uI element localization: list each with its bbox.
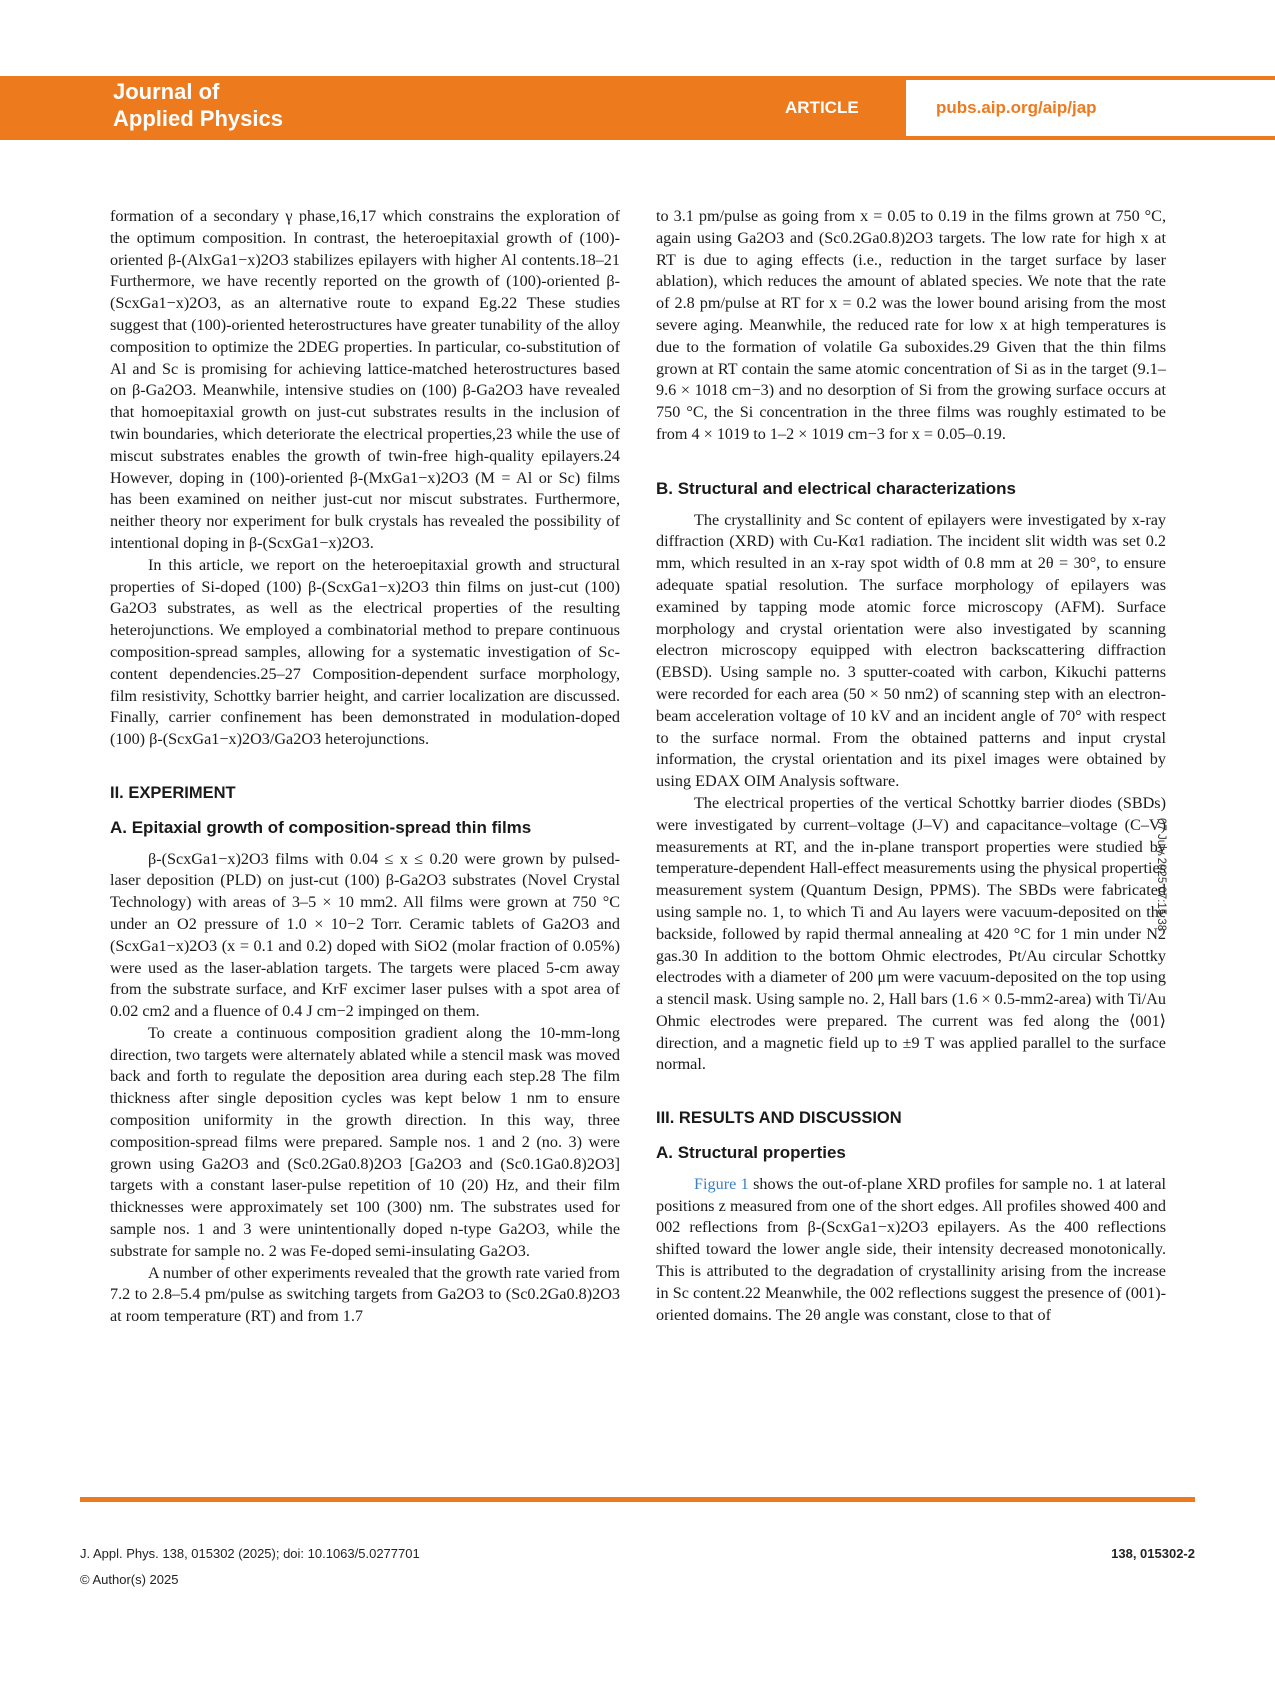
figure-1-link[interactable]: Figure 1 xyxy=(694,1174,749,1193)
journal-title[interactable] xyxy=(113,78,283,132)
section-heading-experiment: II. EXPERIMENT xyxy=(110,783,236,802)
footer-citation: J. Appl. Phys. 138, 015302 (2025); doi: 10.1063/5.0277701 xyxy=(80,1546,420,1561)
paragraph-text: shows the out-of-plane XRD profiles for sample no. 1 at lateral positions z measured from one of the short edges. All profiles showed 400 and 002 reflections from β-(ScxGa1−x)2O3 epilayers. As the 400 reflections shifted toward the lower angle side, their intensity decreased monotonically. This is attributed to the degradation of crystallinity arising from the increase in Sc content.22 Meanwhile, the 002 reflections suggest the presence of (001)-oriented domains. The 2θ angle was constant, close to that of xyxy=(656,1174,1167,1324)
download-timestamp: 07 July 2025 07:15:38 xyxy=(1155,818,1167,932)
paragraph: The crystallinity and Sc content of epilayers were investigated by x-ray diffraction (XRD) with Cu-Kα1 radiation. The incident slit width was set 0.2 mm, which resulted in an x-ray spot width of 0.8 mm at 2θ = 30°, to ensure adequate spatial resolution. The surface morphology of epilayers was examined by tapping mode atomic force microscopy (AFM). Surface morphology and crystal orientation were also investigated by scanning electron microscopy equipped with electron backscattering diffraction (EBSD). Using sample no. 3 sputter-coated with carbon, Kikuchi patterns were recorded for each area (50 × 50 nm2) of scanning step with an electron-beam acceleration voltage of 10 kV and an incident angle of 70° with respect to the surface normal. From the obtained patterns and input crystal information, the crystal orientation and its pixel images were obtained by using EDAX OIM Analysis software. xyxy=(656,510,1166,791)
paragraph: In this article, we report on the heteroepitaxial growth and structural properties of Si-doped (100) β-(ScxGa1−x)2O3 thin films on just-cut (100) Ga2O3 substrates, as well as the electrical properties of the resulting heterojunctions. We employed a combinatorial method to prepare continuous composition-spread samples, allowing for a systematic investigation of Sc-content dependencies.25–27 Composition-dependent surface morphology, film resistivity, Schottky barrier height, and carrier localization are discussed. Finally, carrier confinement has been demonstrated in modulation-doped (100) β-(ScxGa1−x)2O3/Ga2O3 heterojunctions. xyxy=(110,555,620,749)
page-number: 138, 015302-2 xyxy=(1111,1546,1195,1561)
footer-copyright: © Author(s) 2025 xyxy=(80,1572,179,1587)
journal-title-line2: Applied Physics xyxy=(113,106,283,131)
journal-title-line1: Journal of xyxy=(113,79,220,104)
paragraph: β-(ScxGa1−x)2O3 films with 0.04 ≤ x ≤ 0.20 were grown by pulsed-laser deposition (PLD) on just-cut (100) β-Ga2O3 substrates (Novel Crystal Technology) with areas of 3–5 × 10 mm2. All films were grown at 750 °C under an O2 pressure of 1.0 × 10−2 Torr. Ceramic tablets of Ga2O3 and (ScxGa1−x)2O3 (x = 0.1 and 0.2) doped with SiO2 (molar fraction of 0.05%) were used as the laser-ablation targets. The targets were placed 5-cm away from the substrate surface, and KrF excimer laser pulses with a spot area of 0.02 cm2 and a fluence of 0.4 J cm−2 impinged on them. xyxy=(110,849,620,1021)
paragraph: To create a continuous composition gradient along the 10-mm-long direction, two targets were alternately ablated while a stencil mask was moved back and forth to regulate the deposition area during each step.28 The film thickness after single deposition cycles was kept below 1 nm to ensure composition uniformity in the growth direction. In this way, three composition-spread films were prepared. Sample nos. 1 and 2 (no. 3) were grown using Ga2O3 and (Sc0.2Ga0.8)2O3 [Ga2O3 and (Sc0.1Ga0.8)2O3] targets with a constant laser-pulse repetition of 10 (20) Hz, and their film thicknesses were approximately set 100 (300) nm. The substrates used for sample nos. 1 and 3 were unintentionally doped n-type Ga2O3, while the substrate for sample no. 2 was Fe-doped semi-insulating Ga2O3. xyxy=(110,1023,620,1260)
article-type-label: ARTICLE xyxy=(785,98,859,117)
paragraph: to 3.1 pm/pulse as going from x = 0.05 to 0.19 in the films grown at 750 °C, again using Ga2O3 and (Sc0.2Ga0.8)2O3 targets. The low rate for high x at RT is due to aging effects (i.e., reduction in the target surface by laser ablation), which reduces the amount of ablated species. We note that the rate of 2.8 pm/pulse at RT for x = 0.2 was the lower bound arising from the most severe aging. Meanwhile, the reduced rate for low x at high temperatures is due to the formation of volatile Ga suboxides.29 Given that the thin films grown at RT contain the same atomic concentration of Si as in the target (9.1–9.6 × 1018 cm−3) and no desorption of Si from the growing surface occurs at 750 °C, the Si concentration in the three films was roughly estimated to be from 4 × 1019 to 1–2 × 1019 cm−3 for x = 0.05–0.19. xyxy=(656,207,1166,443)
journal-url-box[interactable] xyxy=(902,80,1275,136)
journal-url-link[interactable]: pubs.aip.org/aip/jap xyxy=(936,98,1097,117)
section-heading-results: III. RESULTS AND DISCUSSION xyxy=(656,1109,902,1128)
paragraph: formation of a secondary γ phase,16,17 which constrains the exploration of the optimum composition. In contrast, the heteroepitaxial growth of (100)-oriented β-(AlxGa1−x)2O3 stabilizes epilayers with higher Al contents.18–21 Furthermore, we have recently reported on the growth of (100)-oriented β-(ScxGa1−x)2O3, as an alternative route to expand Eg.22 These studies suggest that (100)-oriented heterostructures have greater tunability of the alloy composition to optimize the 2DEG properties. In particular, co-substitution of Al and Sc is promising for achieving lattice-matched heterostructures based on β-Ga2O3. Meanwhile, intensive studies on (100) β-Ga2O3 have revealed that homoepitaxial growth on just-cut substrates results in the inclusion of twin boundaries, which deteriorate the electrical properties,23 while the use of miscut substrates enables the growth of twin-free high-quality epilayers.24 However, doping in (100)-oriented β-(MxGa1−x)2O3 (M = Al or Sc) films has been examined on neither just-cut nor miscut substrates. Furthermore, neither theory nor experiment for bulk crystals has revealed the possibility of intentional doping in β-(ScxGa1−x)2O3. xyxy=(110,207,620,552)
subsection-heading-characterizations: B. Structural and electrical characterizations xyxy=(656,478,1016,498)
subsection-heading-epitaxial-growth: A. Epitaxial growth of composition-spread thin films xyxy=(110,817,532,837)
right-column xyxy=(656,206,1166,1326)
footer-divider xyxy=(80,1497,1195,1502)
paragraph: A number of other experiments revealed that the growth rate varied from 7.2 to 2.8–5.4 pm/pulse as switching targets from Ga2O3 to (Sc0.2Ga0.8)2O3 at room temperature (RT) and from 1.7 xyxy=(110,1263,620,1326)
subsection-heading-structural-properties: A. Structural properties xyxy=(656,1143,846,1163)
left-column xyxy=(110,206,620,1328)
paragraph xyxy=(656,1174,1166,1327)
paragraph: The electrical properties of the vertical Schottky barrier diodes (SBDs) were investigated by current–voltage (J–V) and capacitance–voltage (C–V) measurements at RT, and the in-plane transport properties were studied by temperature-dependent Hall-effect measurements using the physical properties measurement system (Quantum Design, PPMS). The SBDs were fabricated using sample no. 1, to which Ti and Au layers were vacuum-deposited on the backside, followed by rapid thermal annealing at 420 °C for 1 min under N2 gas.30 In addition to the bottom Ohmic electrodes, Pt/Au circular Schottky electrodes with a diameter of 200 μm were vacuum-deposited on the top using a stencil mask. Using sample no. 2, Hall bars (1.6 × 0.5-mm2-area) with Ti/Au Ohmic electrodes were prepared. The current was fed along the ⟨001⟩ direction, and a magnetic field up to ±9 T was applied parallel to the surface normal. xyxy=(656,793,1166,1074)
